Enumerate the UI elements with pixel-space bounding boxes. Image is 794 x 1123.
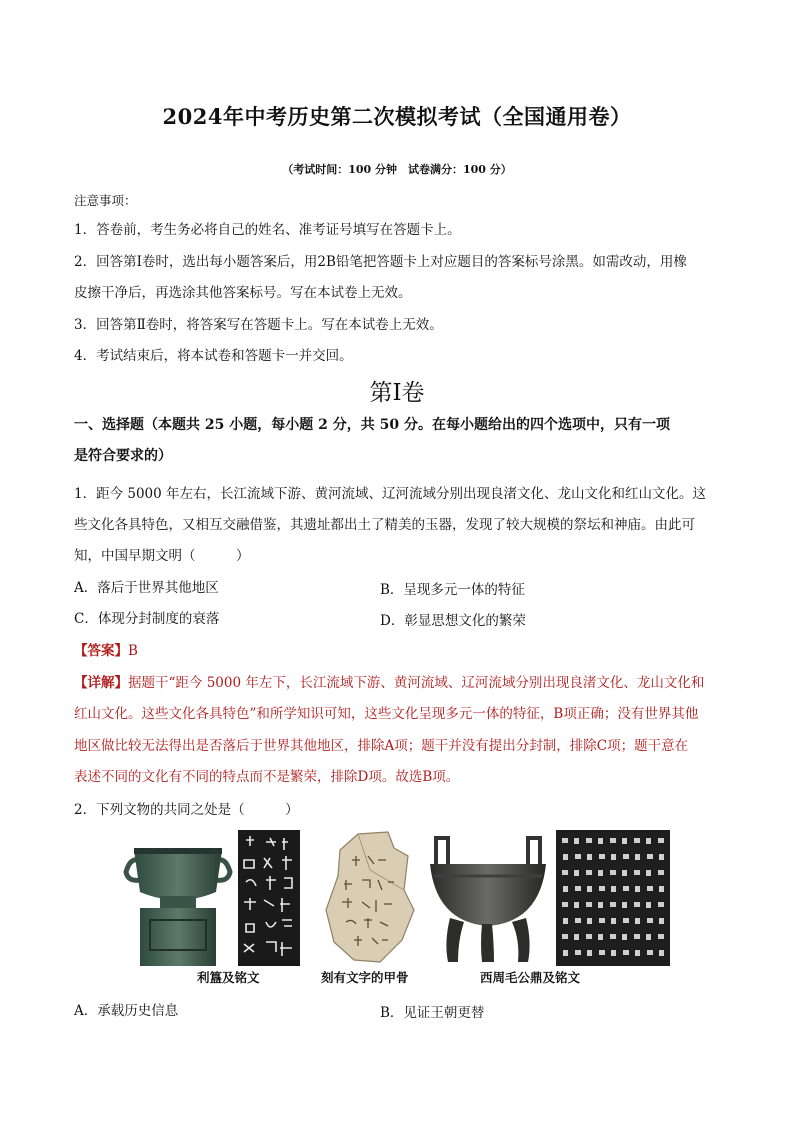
mao-gong-ding-image (428, 830, 670, 966)
q2-option-b: B．见证王朝更替 (380, 1005, 485, 1021)
notice-item-2-cont: 皮擦干净后，再选涂其他答案标号。写在本试卷上无效。 (74, 285, 412, 301)
notice-item-2: 2．回答第Ⅰ卷时，选出每小题答案后，用2B铅笔把答题卡上对应题目的答案标号涂黑。如需改动，用橡 (74, 254, 687, 270)
q2-option-a: A．承载历史信息 (74, 1003, 179, 1019)
q1-detail-line4: 表述不同的文化有不同的特点而不是繁荣，排除D项。故选B项。 (74, 769, 460, 785)
caption-oracle-bone: 刻有文字的甲骨 (321, 970, 409, 985)
q1-option-a: A．落后于世界其他地区 (74, 580, 219, 596)
notice-heading: 注意事项： (74, 193, 137, 208)
li-gui-image (120, 830, 300, 966)
answer-value: B (128, 643, 138, 659)
q1-stem-line2: 些文化各具特色，又相互交融借鉴，其遗址都出土了精美的玉器，发现了较大规模的祭坛和神庙。由此可 (74, 517, 695, 533)
caption-li-gui: 利簋及铭文 (197, 970, 260, 985)
detail-tag: 【详解】 (74, 675, 128, 691)
q1-option-d: D．彰显思想文化的繁荣 (380, 613, 526, 629)
li-gui-figure (120, 830, 300, 966)
notice-item-1: 1．答卷前，考生务必将自己的姓名、准考证号填写在答题卡上。 (74, 222, 461, 238)
section-heading: 一、选择题（本题共 25 小题，每小题 2 分，共 50 分。在每小题给出的四个选项中，只有一项 (74, 417, 670, 433)
q1-detail-line2: 红山文化。这些文化各具特色”和所学知识可知，这些文化呈现多元一体的特征，B项正确；没有世界其他 (74, 706, 699, 722)
section-heading-cont: 是符合要求的） (74, 448, 172, 464)
q1-option-b: B．呈现多元一体的特征 (380, 582, 525, 598)
notice-item-4: 4．考试结束后，将本试卷和答题卡一并交回。 (74, 348, 353, 364)
q1-option-c: C．体现分封制度的衰落 (74, 611, 220, 627)
volume-title: 第Ⅰ卷 (369, 380, 425, 406)
q1-detail-line3: 地区做比较无法得出是否落后于世界其他地区，排除A项；题干并没有提出分封制，排除C项；题干意在 (74, 738, 689, 754)
exam-info: （考试时间：100 分钟 试卷满分：100 分） (282, 163, 512, 176)
q1-stem-line3: 知，中国早期文明（ ） (74, 548, 250, 564)
caption-mao-gong-ding: 西周毛公鼎及铭文 (480, 970, 581, 985)
q1-answer (74, 641, 138, 661)
oracle-bone-figure (318, 830, 422, 966)
q1-stem-line1: 1．距今 5000 年左右，长江流域下游、黄河流域、辽河流域分别出现良渚文化、龙山文化和红山文化。这 (74, 486, 707, 502)
answer-tag: 【答案】 (74, 643, 128, 659)
page-title: 2024年中考历史第二次模拟考试（全国通用卷） (162, 104, 632, 129)
q2-stem: 2．下列文物的共同之处是（ ） (74, 802, 299, 818)
q1-detail-line1 (74, 673, 704, 693)
oracle-bone-image (318, 830, 422, 966)
detail-text-1: 据题干“距今 5000 年左下，长江流域下游、黄河流域、辽河流域分别出现良渚文化、龙山文化和 (128, 675, 705, 691)
notice-item-3: 3．回答第Ⅱ卷时，将答案写在答题卡上。写在本试卷上无效。 (74, 317, 443, 333)
mao-gong-ding-figure (428, 830, 670, 966)
